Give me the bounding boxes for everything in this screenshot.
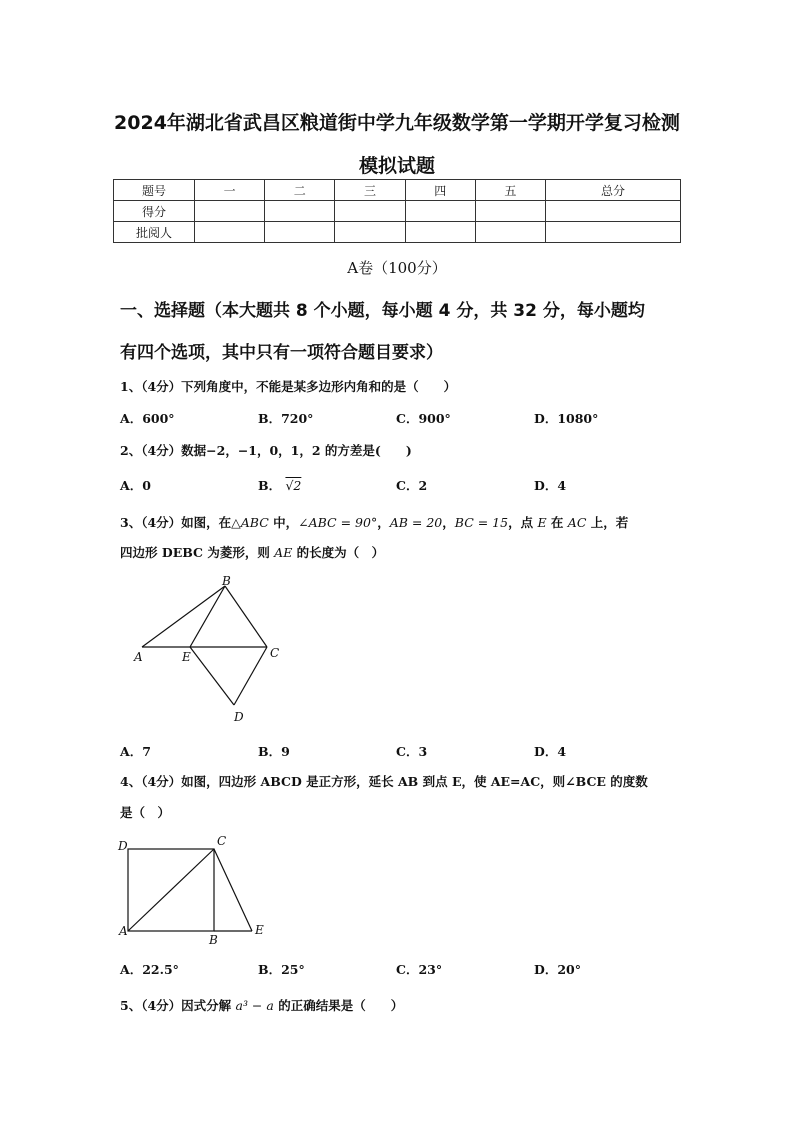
question-4-line2: 是（ ） [120,805,171,820]
point-label-c: C [270,646,280,660]
question-2-text: 2、（4分）数据−2，−1，0，1，2 的方差是( ) [120,443,412,458]
score-table-header-cell: 四 [405,180,475,201]
q3-text: ， [377,515,390,530]
q1-option-d[interactable]: D．1080° [534,411,599,426]
q2-option-b-math: √2 [285,478,302,493]
score-cell[interactable] [546,201,681,222]
q3-math: AE [274,545,293,560]
score-table [113,179,681,243]
q3-math: AB = 20 [389,515,443,530]
q2-option-d[interactable]: D．4 [534,478,567,493]
q3-math: E [537,515,547,530]
q3-option-d[interactable]: D．4 [534,744,567,759]
q3-math: ∠ABC = 90° [298,515,378,530]
score-cell[interactable] [475,201,545,222]
q5-math: a³ − a [235,998,274,1013]
q3-text: ，点 [508,515,538,530]
score-table-header-cell: 总分 [546,180,681,201]
point-label-c: C [217,834,227,848]
q3-rhombus-figure [130,575,290,725]
q3-text: 在 [546,515,568,530]
q3-option-b[interactable]: B．9 [258,744,290,759]
section-heading-line2: 有四个选项，其中只有一项符合题目要求） [120,343,443,363]
point-label-a: A [134,650,143,664]
q4-option-a[interactable]: A．22.5° [120,962,179,977]
segment-ab [142,586,225,647]
grader-cell[interactable] [265,222,335,243]
exam-title-line1: 2024年湖北省武昌区粮道街中学九年级数学第一学期开学复习检测 [114,112,680,134]
score-row-label: 得分 [114,201,195,222]
score-table-header-cell: 二 [265,180,335,201]
q3-text: 的长度为（ ） [292,545,385,560]
exam-title-line2: 模拟试题 [358,155,435,177]
score-cell[interactable] [265,201,335,222]
score-table-header-row [114,180,681,201]
segment-bc [225,586,267,647]
score-cell[interactable] [405,201,475,222]
score-table-header-cell: 题号 [114,180,195,201]
question-1-text: 1、（4分）下列角度中，不能是某多边形内角和的是（ ） [120,379,457,394]
q3-text: 3、（4分）如图，在 [120,515,232,530]
score-table-row [114,222,681,243]
q2-option-b-label: B． [258,478,282,493]
diagonal-ac [128,849,214,931]
q1-option-b[interactable]: B．720° [258,411,314,426]
question-3-line1 [120,513,680,531]
grader-cell[interactable] [475,222,545,243]
grader-cell[interactable] [335,222,405,243]
q4-square-figure [118,834,268,946]
score-cell[interactable] [335,201,405,222]
q3-math: BC = 15 [454,515,509,530]
q1-option-a[interactable]: A．600° [120,411,175,426]
question-3-line2 [120,543,680,561]
q3-math: △ABC [231,515,269,530]
q3-math: AC [567,515,587,530]
q4-option-d[interactable]: D．20° [534,962,581,977]
segment-be [190,586,225,647]
q4-option-b[interactable]: B．25° [258,962,305,977]
q3-option-c[interactable]: C．3 [396,744,428,759]
segment-ce [214,849,252,931]
point-label-d: D [234,710,244,724]
volume-label: A卷（100分） [347,259,447,277]
q3-text: 中， [268,515,299,530]
point-label-b: B [209,933,218,947]
question-4-line1: 4、（4分）如图，四边形 ABCD 是正方形，延长 AB 到点 E，使 AE=AC，则∠BCE 的度数 [120,774,648,789]
grader-cell[interactable] [546,222,681,243]
q2-option-a[interactable]: A．0 [120,478,151,493]
point-label-e: E [255,923,264,937]
score-cell[interactable] [195,201,265,222]
q3-text: ， [442,515,455,530]
score-table-header-cell: 五 [475,180,545,201]
point-label-b: B [222,574,231,588]
point-label-a: A [119,924,128,938]
score-row-label: 批阅人 [114,222,195,243]
q3-text: 上，若 [586,515,629,530]
score-table-header-cell: 一 [195,180,265,201]
q5-text-after: 的正确结果是（ ） [273,998,404,1013]
q4-option-c[interactable]: C．23° [396,962,443,977]
score-table-row [114,201,681,222]
point-label-d: D [118,839,128,853]
score-table-header-cell: 三 [335,180,405,201]
q2-option-b[interactable] [258,476,301,494]
grader-cell[interactable] [405,222,475,243]
point-label-e: E [182,650,191,664]
q5-text-before: 5、（4分）因式分解 [120,998,236,1013]
q3-text: 四边形 DEBC 为菱形，则 [120,545,275,560]
section-heading-line1: 一、选择题（本大题共 8 个小题，每小题 4 分，共 32 分，每小题均 [120,301,645,321]
q3-option-a[interactable]: A．7 [120,744,151,759]
q1-option-c[interactable]: C．900° [396,411,451,426]
q2-option-c[interactable]: C．2 [396,478,428,493]
segment-ed [190,647,234,705]
segment-dc [234,647,267,705]
grader-cell[interactable] [195,222,265,243]
question-5-text [120,996,680,1014]
